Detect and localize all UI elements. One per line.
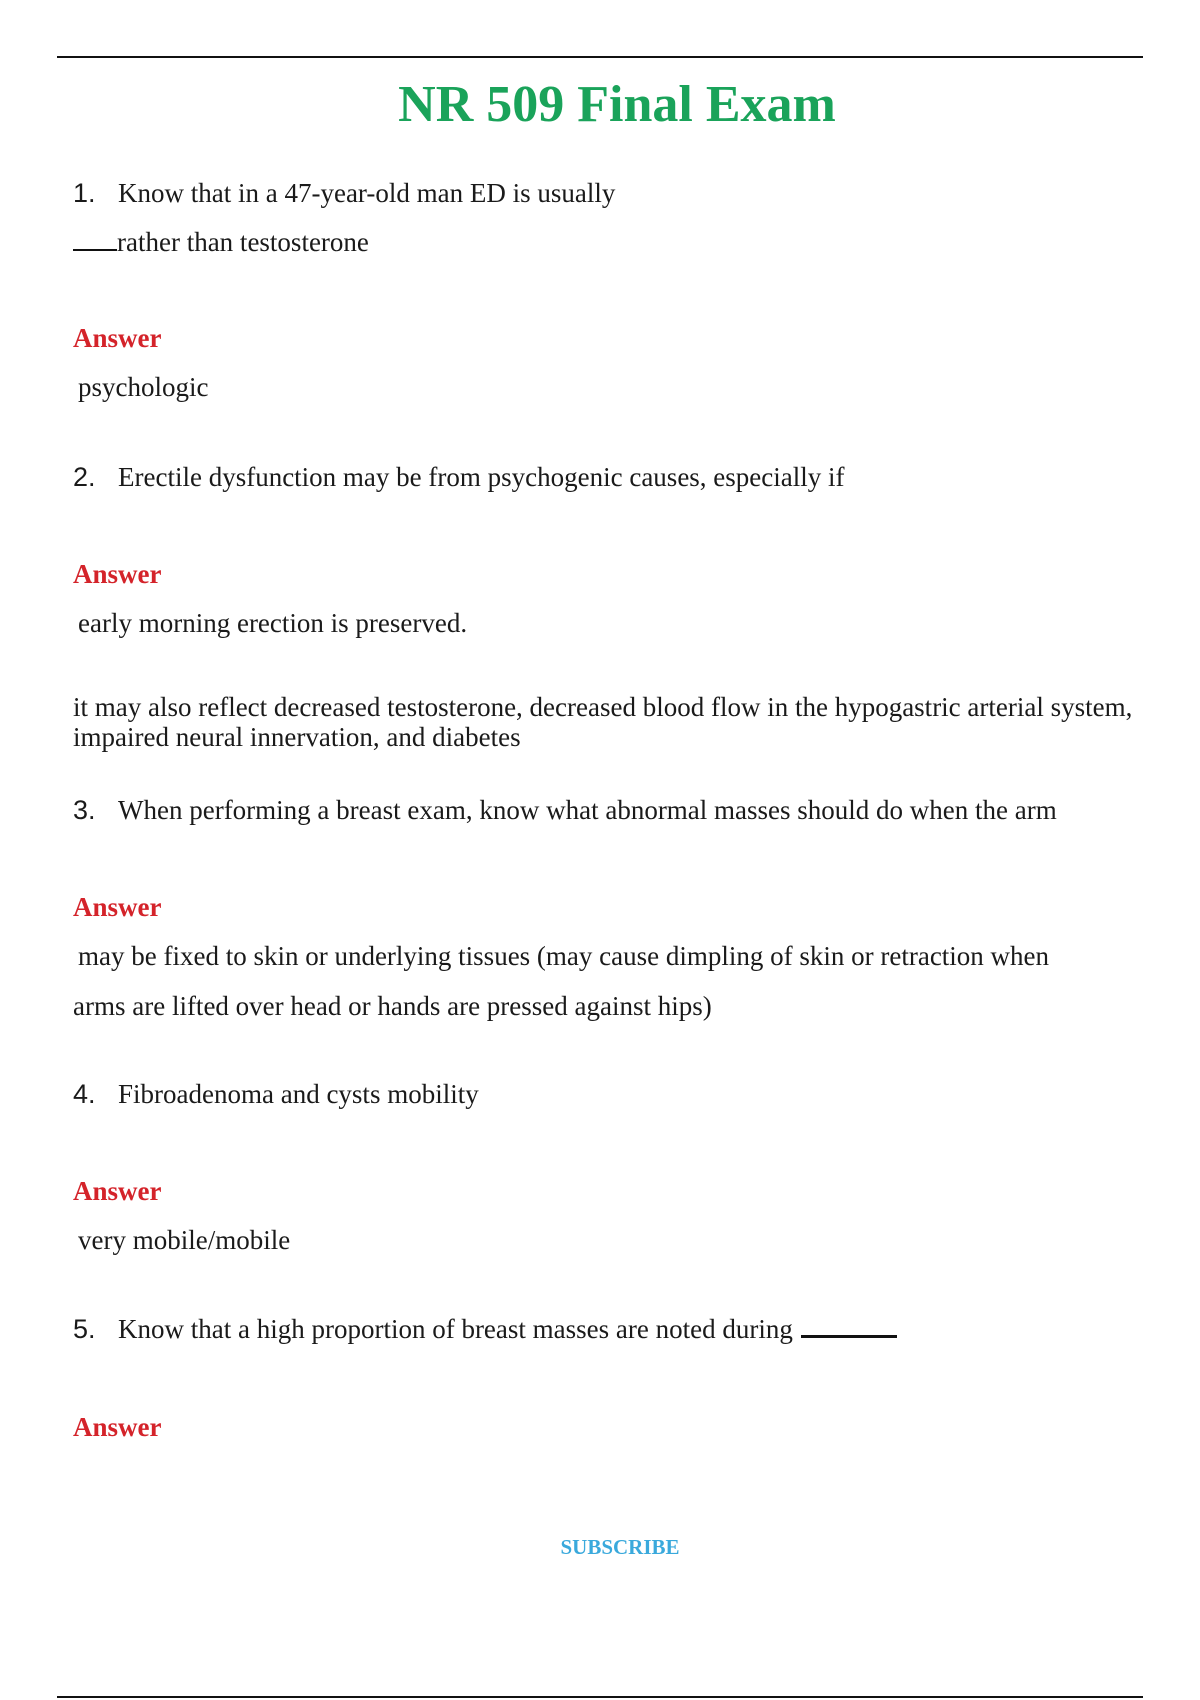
question-text: Know that a high proportion of breast masses are noted during [118, 1314, 793, 1344]
answer-note: it may also reflect decreased testosterone, decreased blood flow in the hypogastric arterial system, impaired neural innervation, and diabetes [73, 692, 1133, 752]
question-text: Know that in a 47-year-old man ED is usually [118, 178, 616, 208]
question-text: Erectile dysfunction may be from psychogenic causes, especially if [118, 462, 845, 492]
answer-label: Answer [73, 559, 162, 589]
question-text-continuation: rather than testosterone [117, 227, 369, 257]
bottom-rule [57, 1696, 1143, 1698]
question-5 [73, 1311, 897, 1347]
answer-text: early morning erection is preserved. [78, 608, 468, 638]
document-title: NR 509 Final Exam [398, 76, 836, 133]
answer-text-line-2: arms are lifted over head or hands are pressed against hips) [73, 991, 712, 1021]
question-1 [73, 175, 615, 211]
question-1-continuation [73, 224, 369, 260]
answer-text: psychologic [78, 372, 209, 402]
question-number: 3. [73, 795, 96, 825]
subscribe-link[interactable]: SUBSCRIBE [560, 1535, 680, 1559]
question-number: 2. [73, 462, 96, 492]
question-3 [73, 792, 1057, 828]
question-4 [73, 1076, 479, 1112]
answer-label: Answer [73, 323, 162, 353]
answer-label: Answer [73, 892, 162, 922]
question-2 [73, 459, 845, 495]
answer-label: Answer [73, 1176, 162, 1206]
answer-text-line-1: may be fixed to skin or underlying tissues (may cause dimpling of skin or retraction when [78, 941, 1050, 971]
answer-text: very mobile/mobile [78, 1225, 291, 1255]
question-number: 5. [73, 1314, 96, 1344]
answer-blank [73, 227, 117, 251]
answer-label: Answer [73, 1412, 162, 1442]
top-rule [57, 56, 1143, 58]
question-number: 4. [73, 1079, 96, 1109]
answer-blank [801, 1313, 897, 1338]
question-number: 1. [73, 178, 96, 208]
question-text: When performing a breast exam, know what abnormal masses should do when the arm [118, 795, 1057, 825]
question-text: Fibroadenoma and cysts mobility [118, 1079, 479, 1109]
